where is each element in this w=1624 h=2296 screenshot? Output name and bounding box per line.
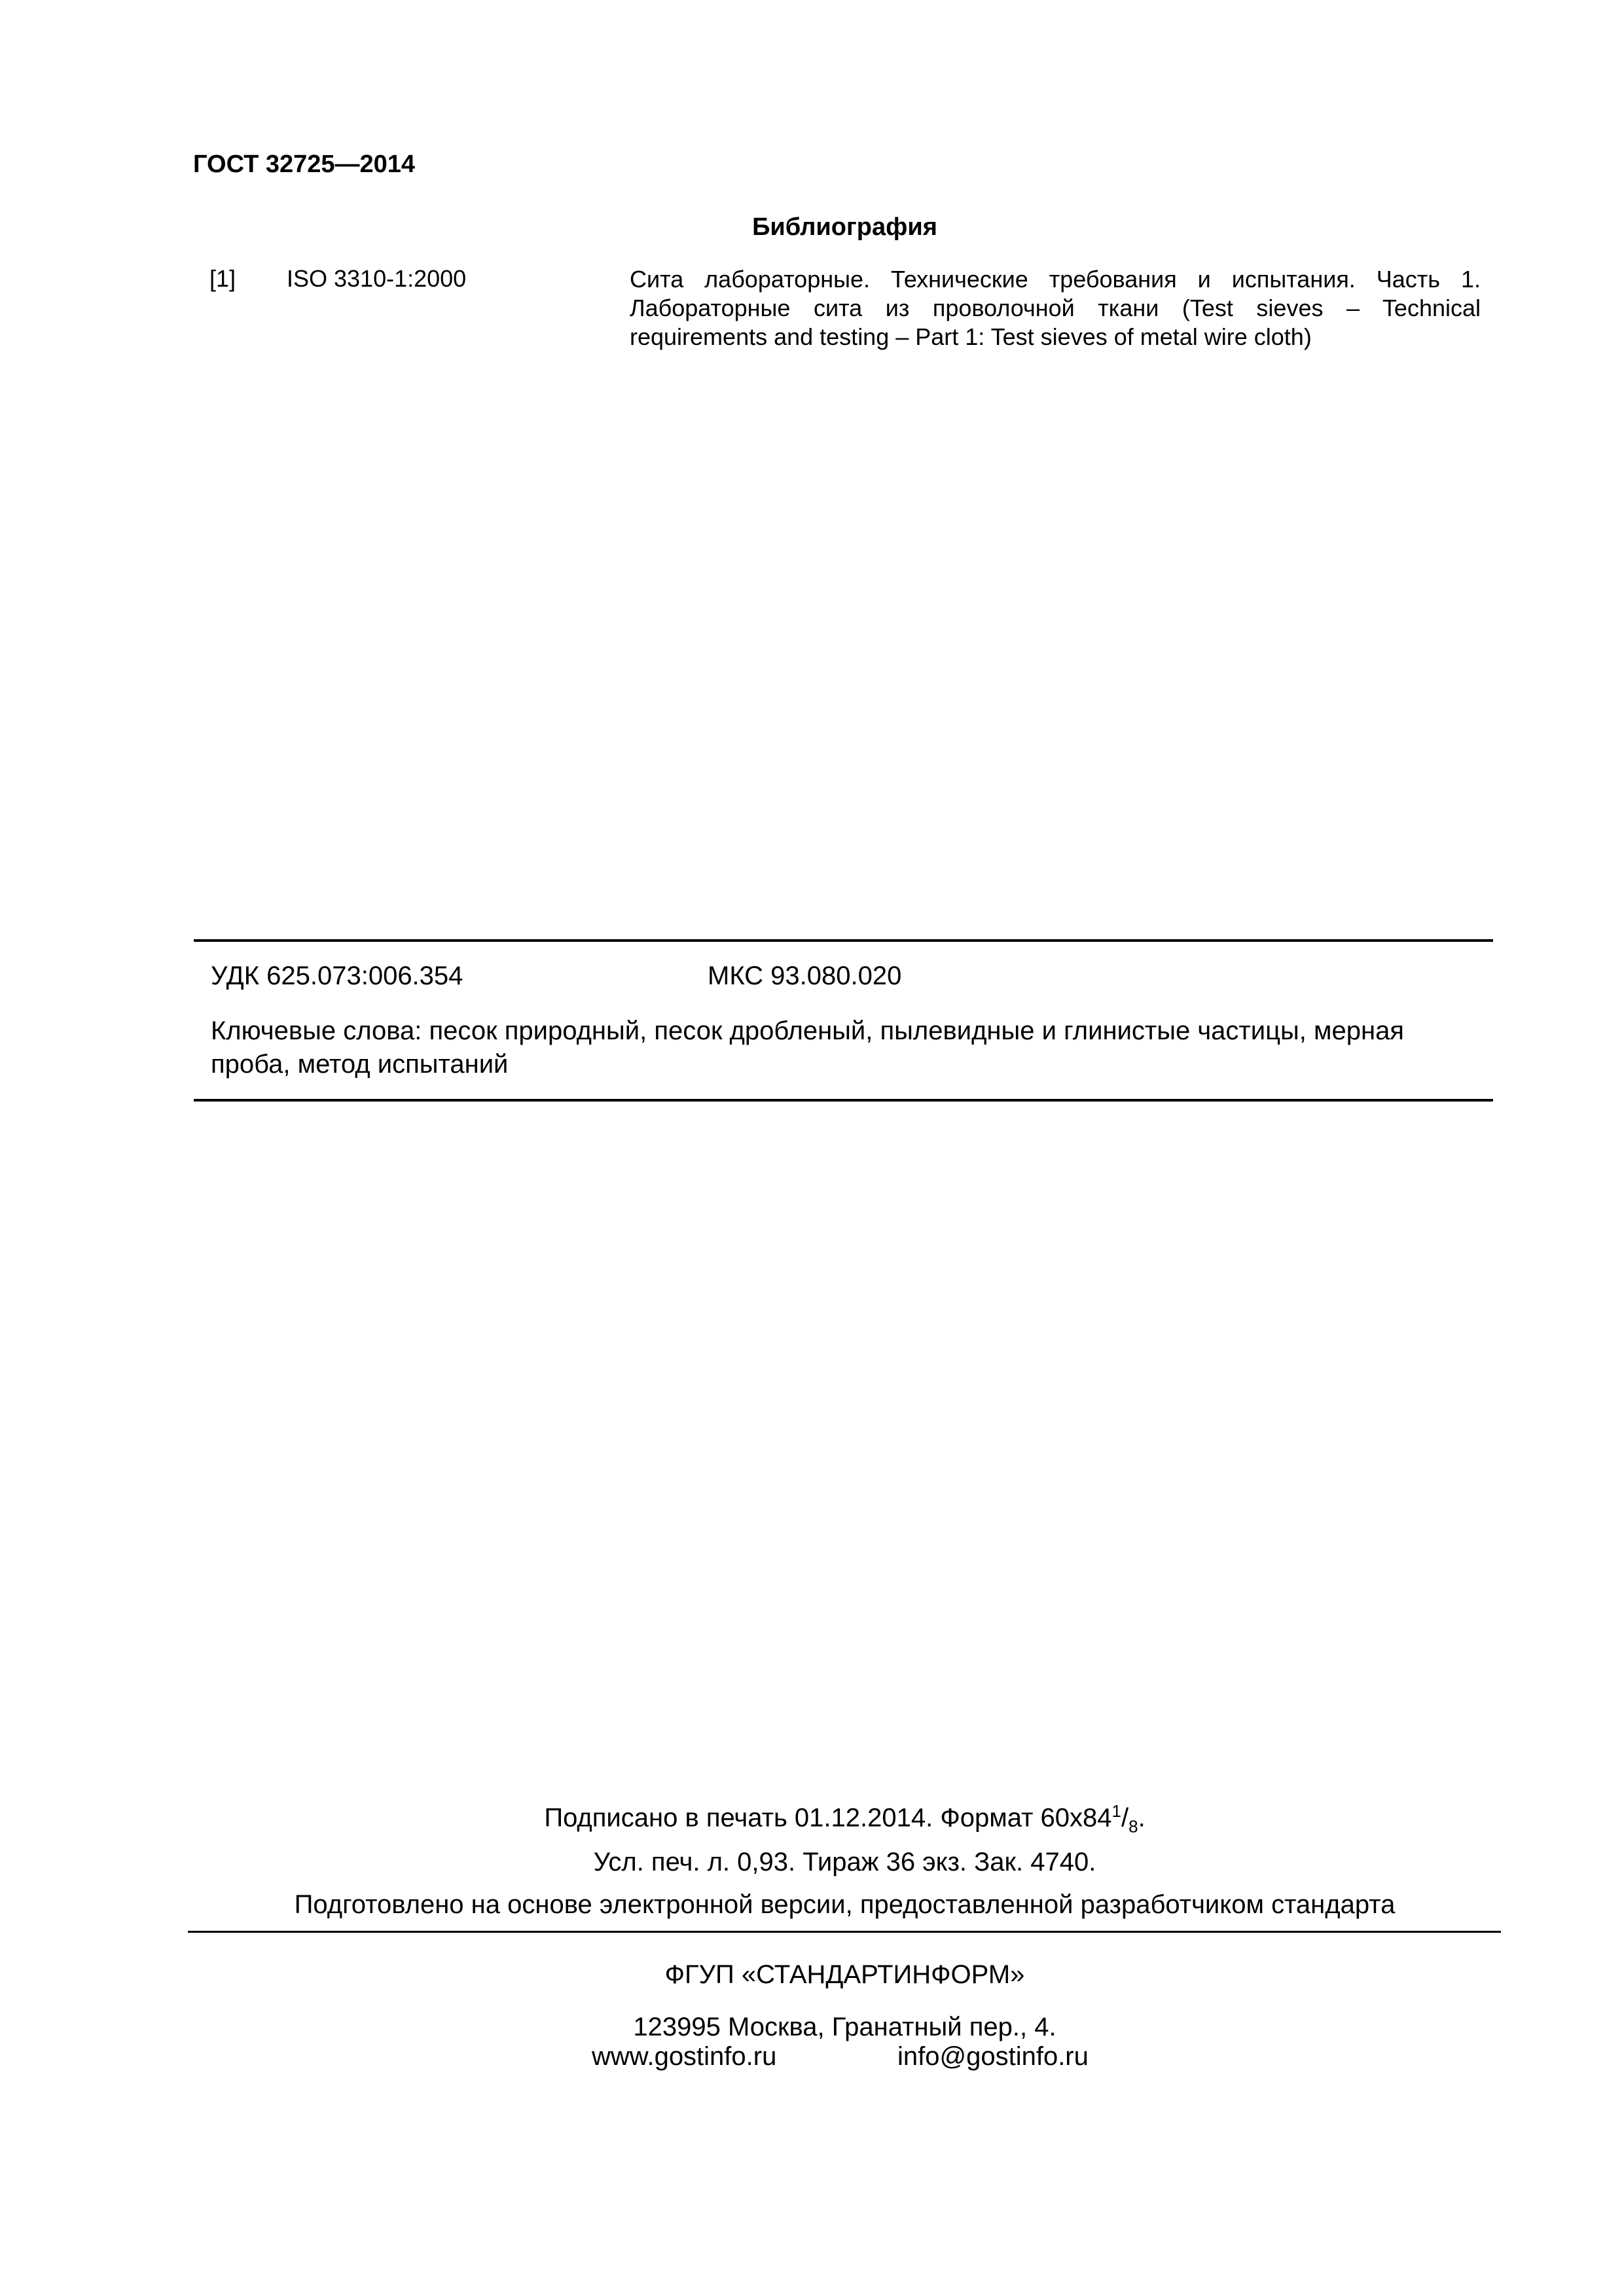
divider-imprint: [188, 1931, 1501, 1933]
signed-suffix: .: [1138, 1803, 1146, 1833]
document-code: ГОСТ 32725—2014: [193, 151, 416, 178]
publisher-name: ФГУП «СТАНДАРТИНФОРМ»: [664, 1960, 1025, 1989]
divider-bottom: [194, 1099, 1493, 1102]
bibliography-entry-number: [1]: [209, 265, 236, 292]
prepared-note: Подготовлено на основе электронной версии, предоставленной разработчиком стандарта: [294, 1890, 1396, 1919]
mks-code: МКС 93.080.020: [708, 961, 902, 990]
divider-top: [194, 939, 1493, 942]
print-info: Усл. печ. л. 0,93. Тираж 36 экз. Зак. 4740.: [593, 1848, 1096, 1876]
keywords: Ключевые слова: песок природный, песок дробленый, пылевидные и глинистые частицы, мерная проба, метод испытаний: [211, 1016, 1404, 1079]
format-denominator: 8: [1128, 1816, 1138, 1837]
signed-text: Подписано в печать 01.12.2014. Формат 60х84: [544, 1803, 1112, 1833]
bibliography-entry-description: Сита лабораторные. Технические требования и испытания. Часть 1. Лабораторные сита из проволочной ткани (Test sieves – Technical requirements and testing – Part 1: Test sieves of metal wire cloth): [630, 266, 1481, 350]
publisher-address: 123995 Москва, Гранатный пер., 4.: [633, 2013, 1056, 2041]
bibliography-title: Библиография: [752, 213, 937, 241]
publisher-website[interactable]: www.gostinfo.ru: [592, 2042, 777, 2071]
bibliography-entry-reference: ISO 3310-1:2000: [287, 265, 467, 292]
publisher-email[interactable]: info@gostinfo.ru: [897, 2042, 1089, 2071]
format-numerator: 1: [1111, 1801, 1121, 1821]
udk-code: УДК 625.073:006.354: [211, 961, 463, 990]
signed-for-print: Подписано в печать 01.12.2014. Формат $60х84^1/_8$.: [544, 1801, 1146, 1837]
